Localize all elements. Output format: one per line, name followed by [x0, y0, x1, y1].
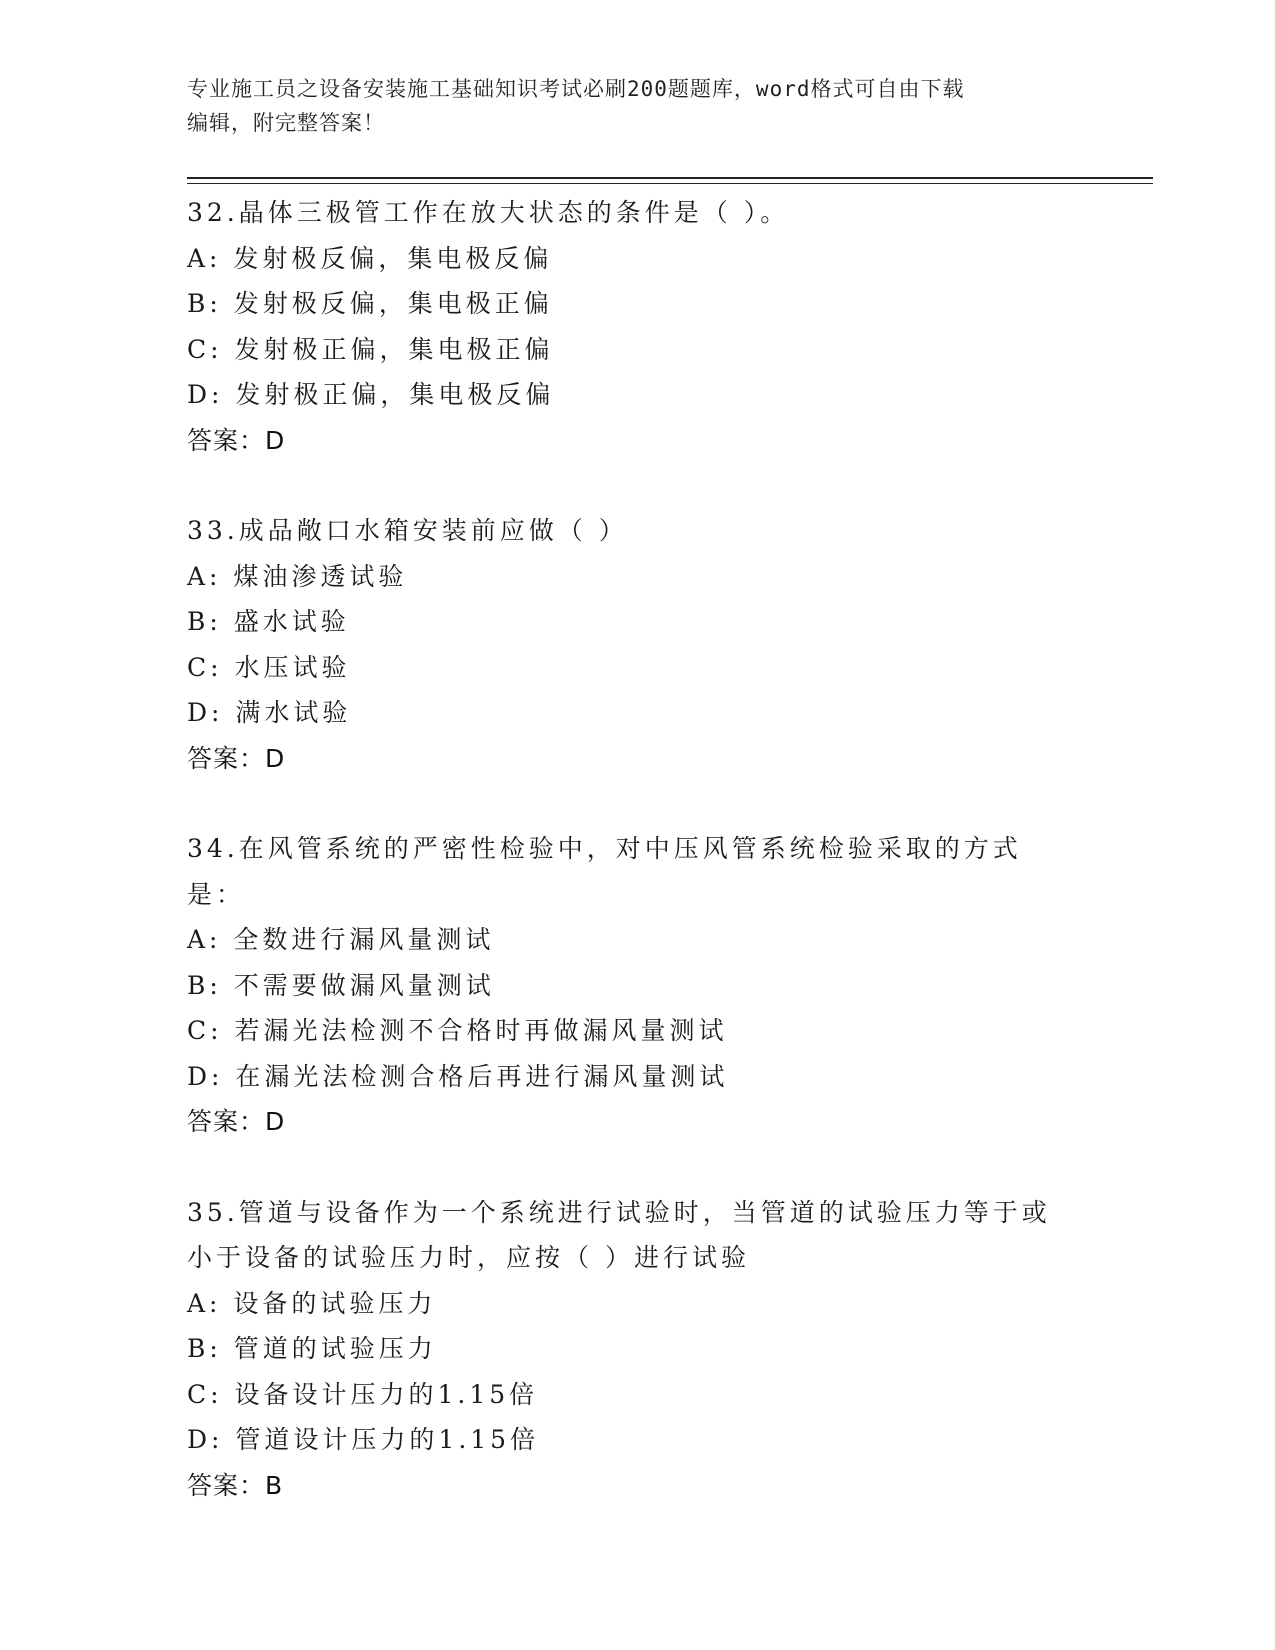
question-34: [187, 826, 1087, 1145]
option-a: A: 发射极反偏，集电极反偏: [187, 243, 553, 273]
option-b: B: 不需要做漏风量测试: [187, 970, 495, 1000]
question-stem: 35.管道与设备作为一个系统进行试验时，当管道的试验压力等于或小于设备的试验压力时，应按（ ）进行试验: [187, 1197, 1051, 1272]
option-b: B: 盛水试验: [187, 607, 350, 636]
header-divider-thin: [187, 183, 1153, 184]
question-stem: 34.在风管系统的严密性检验中，对中压风管系统检验采取的方式是：: [187, 834, 1022, 909]
answer: 答案：D: [187, 425, 286, 455]
option-d: D: 管道设计压力的1.15倍: [187, 1425, 540, 1454]
option-c: C: 发射极正偏，集电极正偏: [187, 334, 554, 364]
option-a: A: 全数进行漏风量测试: [187, 925, 495, 954]
option-c: C: 水压试验: [187, 652, 351, 682]
option-c: C: 设备设计压力的1.15倍: [187, 1379, 539, 1409]
question-list: [187, 190, 1087, 1553]
header-divider-thick: [187, 177, 1153, 179]
option-d: D: 在漏光法检测合格后再进行漏风量测试: [187, 1061, 729, 1091]
document-header: [187, 72, 1067, 140]
option-b: B: 发射极反偏，集电极正偏: [187, 289, 553, 318]
option-a: A: 煤油渗透试验: [187, 561, 408, 591]
question-33: [187, 508, 1087, 781]
option-d: D: 发射极正偏，集电极反偏: [187, 380, 555, 409]
header-line-1: 专业施工员之设备安装施工基础知识考试必刷200题题库，word格式可自由下载: [187, 77, 965, 101]
option-c: C: 若漏光法检测不合格时再做漏风量测试: [187, 1016, 728, 1045]
question-32: [187, 190, 1087, 463]
question-stem: 32.晶体三极管工作在放大状态的条件是（ ）。: [187, 198, 790, 227]
answer: 答案：D: [187, 1107, 286, 1136]
answer: 答案：D: [187, 743, 286, 773]
option-d: D: 满水试验: [187, 698, 352, 727]
option-a: A: 设备的试验压力: [187, 1288, 437, 1318]
question-35: [187, 1190, 1087, 1509]
question-stem: 33.成品敞口水箱安装前应做（ ）: [187, 516, 628, 545]
option-b: B: 管道的试验压力: [187, 1334, 437, 1363]
answer: 答案：B: [187, 1470, 284, 1500]
header-line-2: 编辑，附完整答案！: [187, 111, 385, 135]
